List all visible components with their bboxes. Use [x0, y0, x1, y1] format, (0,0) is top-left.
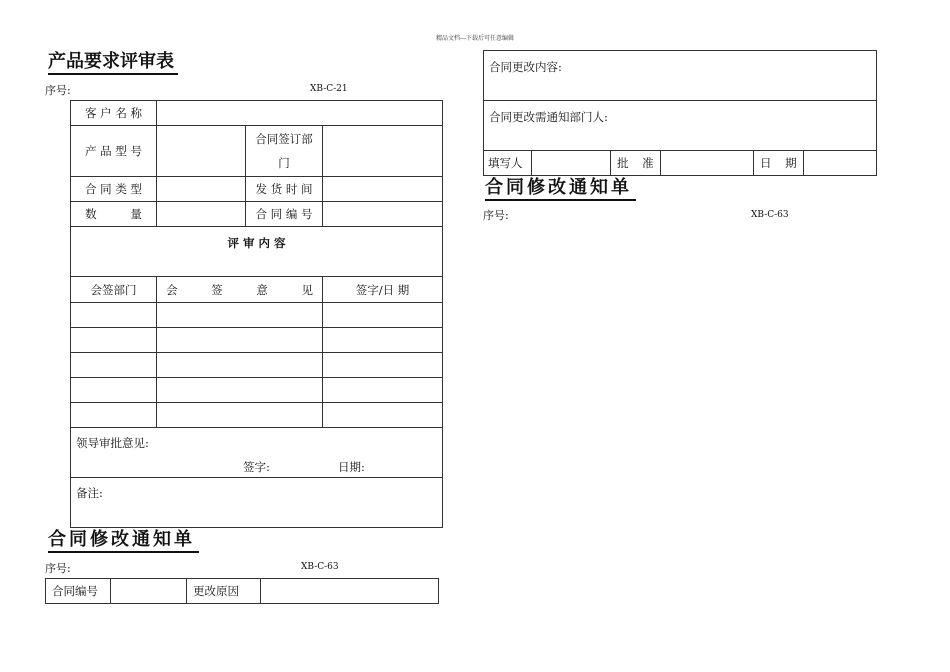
review-form-code: XB-C-21	[310, 84, 348, 94]
col-sign-date-header: 签字/日 期	[323, 277, 443, 303]
date-field-right	[804, 151, 877, 176]
remark-label: 备注:	[76, 486, 103, 500]
contract-no-field-left	[111, 579, 187, 604]
header-note: 精品文档---下载后可任意编辑	[435, 35, 515, 42]
date-label-right: 日 期	[754, 151, 804, 176]
product-model-label: 产 品 型 号	[71, 126, 157, 177]
remark-cell	[71, 478, 443, 528]
delivery-time-label: 发 货 时 间	[246, 177, 323, 202]
leader-date-label: 日期:	[338, 460, 365, 474]
notify-dept-cell	[484, 101, 877, 151]
change-reason-field	[261, 579, 439, 604]
contract-no-label: 合 同 编 号	[246, 202, 323, 227]
table-row	[71, 303, 443, 328]
leader-opinion-cell	[71, 428, 443, 478]
filler-label: 填写人	[484, 151, 532, 176]
table-row	[71, 353, 443, 378]
leader-sign-label: 签字:	[243, 460, 270, 474]
customer-name-label: 客 户 名 称	[71, 101, 157, 126]
change-content-cell	[484, 51, 877, 101]
filler-field	[532, 151, 611, 176]
product-model-field	[157, 126, 246, 177]
col-opinion-header: 会 签 意 见	[157, 277, 323, 303]
change-notice-title-right: 合同修改通知单	[485, 177, 636, 201]
review-form-table	[70, 100, 443, 528]
change-serial-label-left: 序号:	[45, 562, 71, 575]
change-reason-label: 更改原因	[187, 579, 261, 604]
table-row	[71, 403, 443, 428]
contract-dept-label: 合同签订部门	[246, 126, 323, 177]
col-dept-header: 会签部门	[71, 277, 157, 303]
review-form-title: 产品要求评审表	[48, 51, 178, 75]
contract-type-label: 合 同 类 型	[71, 177, 157, 202]
change-notice-table-right	[483, 50, 877, 176]
review-content-label: 评 审 内 容	[71, 227, 443, 277]
approve-field	[661, 151, 754, 176]
contract-no-field	[323, 202, 443, 227]
contract-type-field	[157, 177, 246, 202]
change-notice-title-left: 合同修改通知单	[48, 529, 199, 553]
leader-opinion-label: 领导审批意见:	[76, 436, 149, 450]
change-code-left: XB-C-63	[301, 562, 339, 572]
notify-dept-label: 合同更改需通知部门人:	[489, 110, 608, 124]
quantity-label: 数 量	[71, 202, 157, 227]
contract-dept-field	[323, 126, 443, 177]
contract-no-label-left: 合同编号	[46, 579, 111, 604]
table-row	[71, 328, 443, 353]
review-serial-label: 序号:	[45, 84, 71, 97]
customer-name-field	[157, 101, 443, 126]
delivery-time-field	[323, 177, 443, 202]
change-notice-table-left	[45, 578, 439, 604]
quantity-field	[157, 202, 246, 227]
change-serial-label-right: 序号:	[483, 209, 509, 222]
approve-label: 批 准	[611, 151, 661, 176]
change-content-label: 合同更改内容:	[489, 60, 562, 74]
change-code-right: XB-C-63	[751, 210, 789, 220]
table-row	[71, 378, 443, 403]
